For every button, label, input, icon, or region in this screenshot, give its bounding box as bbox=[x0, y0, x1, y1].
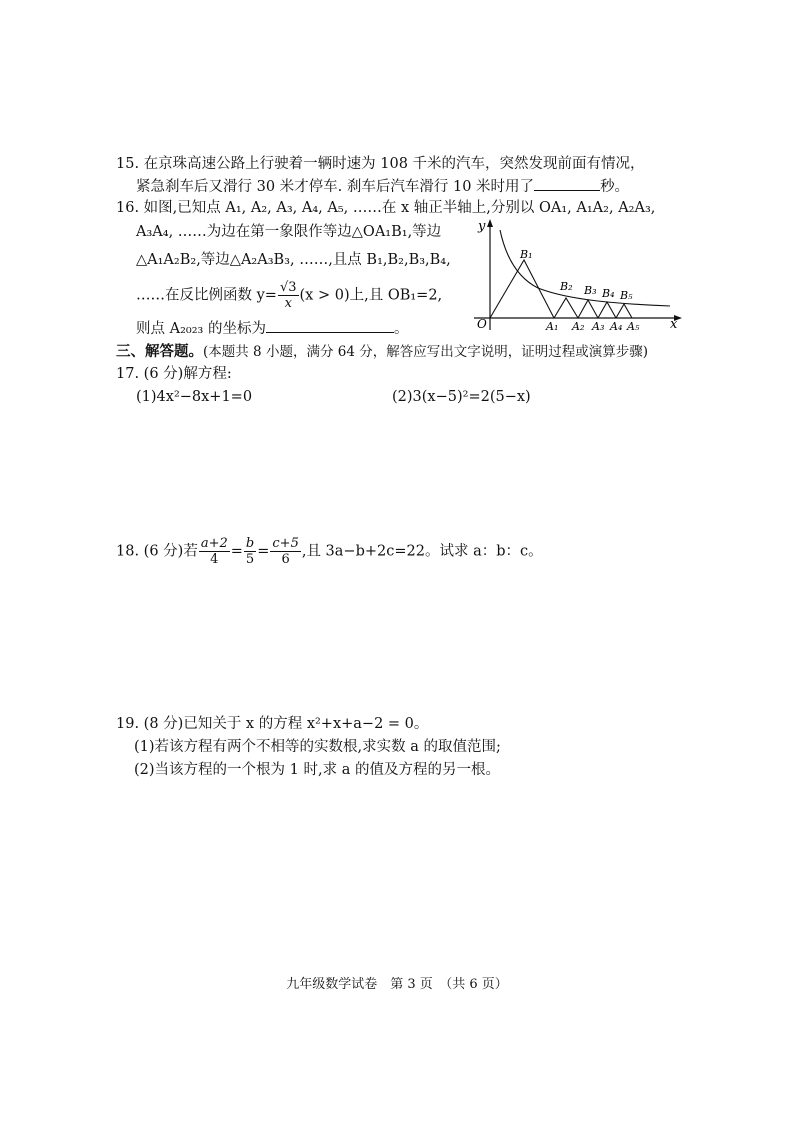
q17-part1: (1)4x²−8x+1=0 bbox=[136, 389, 253, 405]
y-label: y bbox=[478, 219, 486, 234]
q16-fraction bbox=[278, 280, 299, 311]
q17-part2: (2)3(x−5)²=2(5−x) bbox=[392, 389, 531, 405]
label-a1: A₁ bbox=[546, 320, 559, 333]
label-a2: A₂ bbox=[572, 320, 585, 333]
q18-f2-den: 5 bbox=[245, 552, 255, 567]
q16-answer-blank[interactable] bbox=[266, 318, 394, 333]
triangle-3 bbox=[578, 300, 598, 318]
q18-f3-den: 6 bbox=[281, 552, 290, 567]
section3-heading bbox=[116, 342, 648, 362]
q19-title: 19. (8 分)已知关于 x 的方程 x²+x+a−2 = 0。 bbox=[116, 716, 429, 732]
label-b5: B₅ bbox=[620, 289, 633, 302]
q16-frac-num: √3 bbox=[279, 280, 297, 295]
page-footer: 九年级数学试卷 第 3 页 （共 6 页） bbox=[286, 977, 508, 992]
section3-title: 三、解答题。 bbox=[116, 343, 203, 360]
q18-f2-num: b bbox=[245, 536, 255, 551]
label-a3: A₃ bbox=[592, 320, 605, 333]
q16-line1: 16. 如图,已知点 A₁, A₂, A₃, A₄, A₅, ……在 x 轴正半轴上,分别以 OA₁, A₁A₂, A₂A₃, bbox=[116, 200, 656, 216]
triangle-1 bbox=[490, 260, 554, 318]
q16-line4 bbox=[136, 280, 442, 311]
q16-text-b: (x > 0)上,且 OB₁=2, bbox=[299, 287, 443, 304]
label-b2: B₂ bbox=[560, 280, 573, 293]
q18-f1-num: a+2 bbox=[200, 536, 228, 551]
q18-f3-num: c+5 bbox=[272, 536, 299, 551]
label-b3: B₃ bbox=[584, 284, 597, 297]
q18-eq2: = bbox=[257, 543, 270, 560]
q19-part1: (1)若该方程有两个不相等的实数根,求实数 a 的取值范围; bbox=[134, 739, 501, 755]
q18-fraction-a bbox=[199, 536, 230, 567]
q16-text-c: 则点 A₂₀₂₃ 的坐标为 bbox=[136, 321, 266, 337]
triangle-4 bbox=[598, 302, 616, 318]
q16-line2: A₃A₄, ……为边在第一象限作等边△OA₁B₁,等边 bbox=[136, 224, 442, 240]
section3-note: (本题共 8 小题，满分 64 分，解答应写出文字说明，证明过程或演算步骤) bbox=[203, 344, 648, 360]
q16-line3: △A₁A₂B₂,等边△A₂A₃B₃, ……,且点 B₁,B₂,B₃,B₄, bbox=[136, 252, 451, 268]
q19-part2: (2)当该方程的一个根为 1 时,求 a 的值及方程的另一根。 bbox=[134, 762, 500, 778]
q18-eq1: = bbox=[230, 543, 243, 560]
label-b1: B₁ bbox=[520, 248, 533, 261]
q15-text-a: 紧急刹车后又滑行 30 米才停车. 刹车后汽车滑行 10 米时用了 bbox=[136, 179, 535, 195]
q16-text-d: 。 bbox=[393, 321, 409, 337]
triangle-5 bbox=[616, 304, 632, 318]
q18-line bbox=[116, 536, 543, 567]
q15-answer-blank[interactable] bbox=[534, 176, 600, 191]
y-axis-arrow bbox=[487, 219, 493, 227]
triangle-2 bbox=[554, 298, 578, 318]
q16-figure bbox=[468, 218, 684, 334]
label-b4: B₄ bbox=[602, 287, 615, 300]
q18-suffix: ,且 3a−b+2c=22。试求 a：b：c。 bbox=[301, 543, 543, 560]
q15-line1: 15. 在京珠高速公路上行驶着一辆时速为 108 千米的汽车，突然发现前面有情况， bbox=[116, 156, 645, 172]
q18-prefix: 18. (6 分)若 bbox=[116, 543, 198, 560]
q15-line2 bbox=[136, 176, 629, 197]
label-a5: A₅ bbox=[627, 320, 640, 333]
q18-fraction-c bbox=[270, 536, 300, 567]
x-label: x bbox=[670, 317, 678, 332]
q16-frac-den: x bbox=[284, 296, 292, 311]
q18-fraction-b bbox=[244, 536, 256, 567]
q18-f1-den: 4 bbox=[210, 552, 219, 567]
q16-text-a: ……在反比例函数 y= bbox=[136, 287, 277, 304]
label-a4: A₄ bbox=[610, 320, 623, 333]
q16-line5 bbox=[136, 318, 408, 339]
origin-label: O bbox=[477, 317, 487, 331]
q17-title: 17. (6 分)解方程: bbox=[116, 366, 232, 382]
q15-text-b: 秒。 bbox=[600, 179, 630, 195]
